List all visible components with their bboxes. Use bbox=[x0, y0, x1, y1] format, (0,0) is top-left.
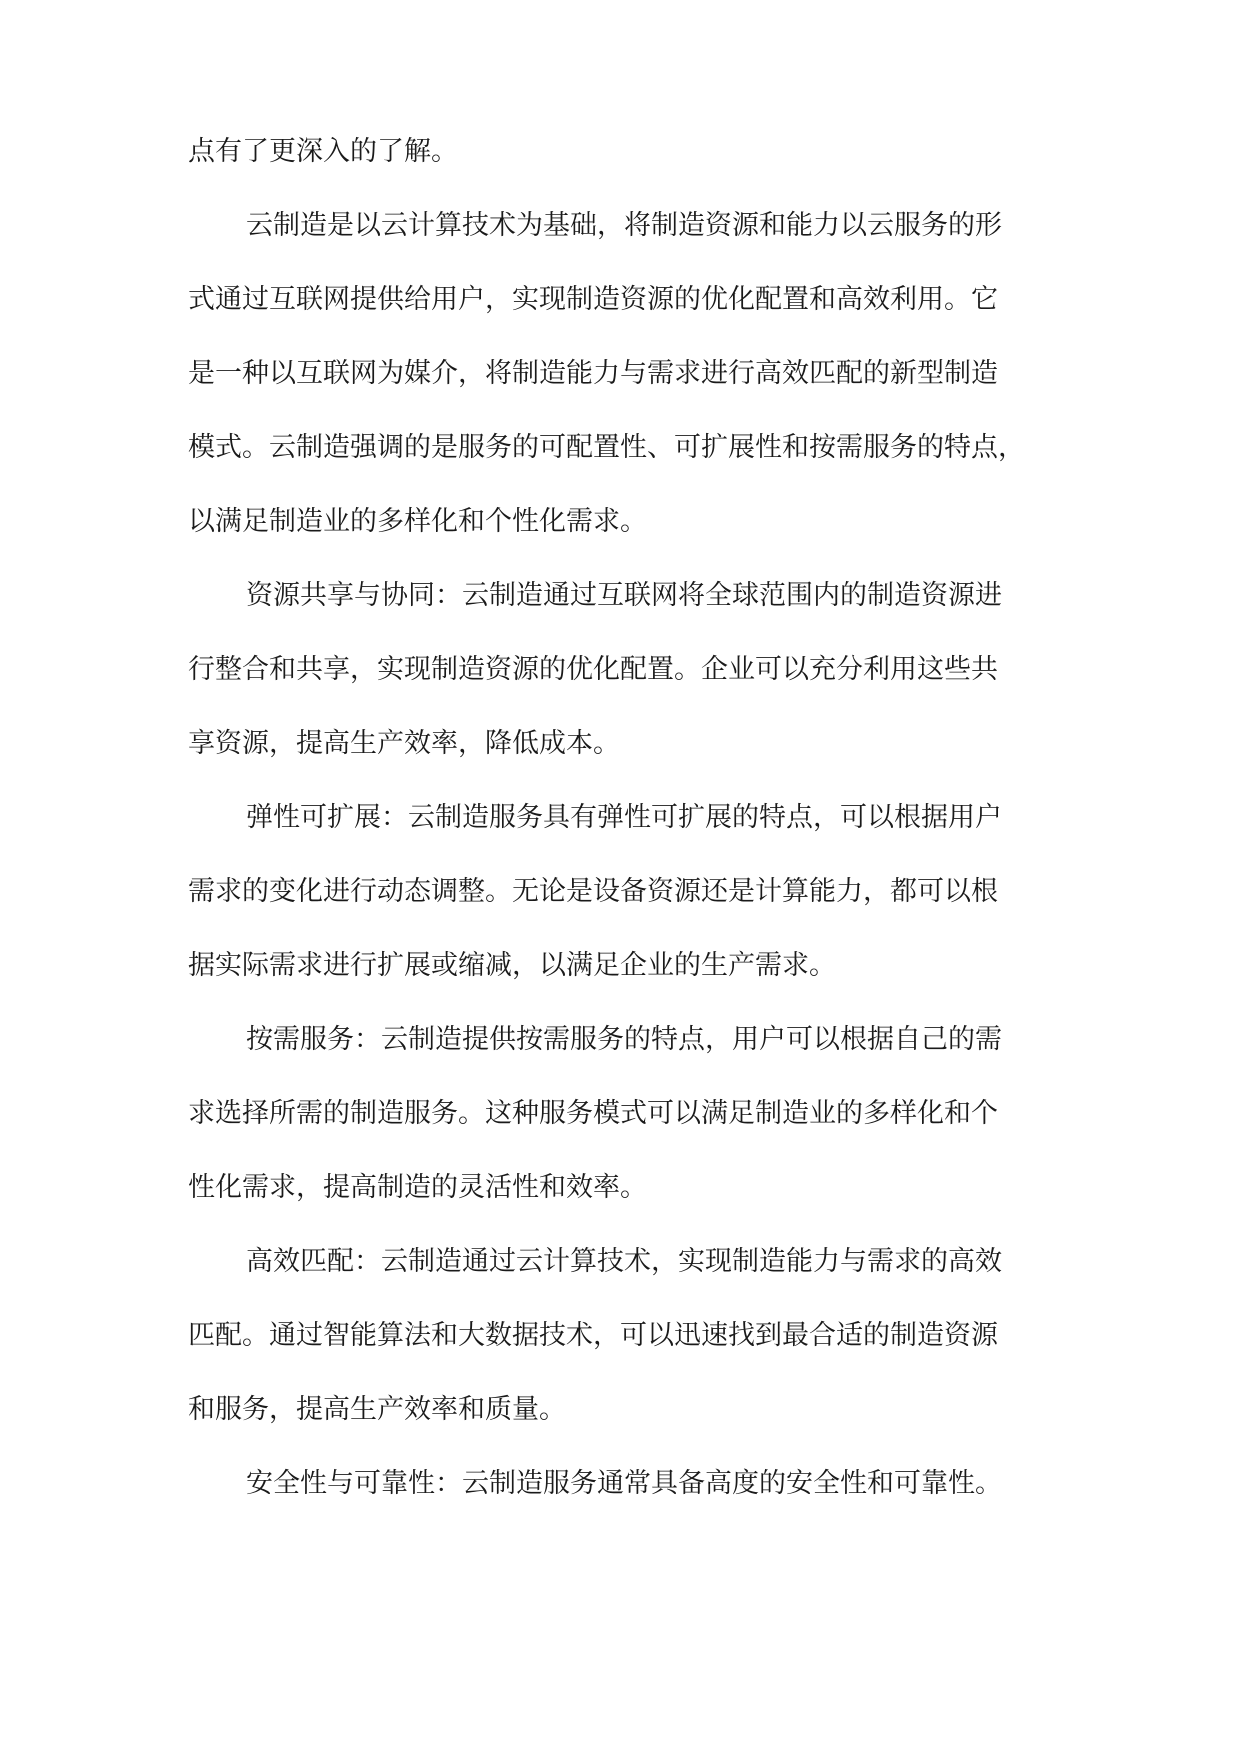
paragraph-line bbox=[0, 502, 1241, 542]
line-text: 和服务，提高生产效率和质量。 bbox=[188, 1394, 566, 1425]
paragraph-line bbox=[0, 1242, 1241, 1282]
paragraph-line bbox=[0, 1390, 1241, 1430]
line-text: 性化需求，提高制造的灵活性和效率。 bbox=[188, 1172, 647, 1203]
paragraph-line bbox=[0, 872, 1241, 912]
paragraph-line bbox=[0, 650, 1241, 690]
line-text: 是一种以互联网为媒介，将制造能力与需求进行高效匹配的新型制造 bbox=[188, 358, 998, 389]
paragraph-line bbox=[0, 946, 1241, 986]
line-text: 求选择所需的制造服务。这种服务模式可以满足制造业的多样化和个 bbox=[188, 1098, 998, 1129]
line-text: 弹性可扩展：云制造服务具有弹性可扩展的特点，可以根据用户 bbox=[246, 802, 1002, 833]
line-text: 享资源，提高生产效率，降低成本。 bbox=[188, 728, 620, 759]
line-text: 安全性与可靠性：云制造服务通常具备高度的安全性和可靠性。 bbox=[246, 1468, 1002, 1499]
line-text: 点有了更深入的了解。 bbox=[188, 136, 458, 167]
paragraph-line bbox=[0, 354, 1241, 394]
line-text: 模式。云制造强调的是服务的可配置性、可扩展性和按需服务的特点， bbox=[188, 432, 1025, 463]
paragraph-line bbox=[0, 428, 1241, 468]
paragraph-line bbox=[0, 1094, 1241, 1134]
line-text: 据实际需求进行扩展或缩减，以满足企业的生产需求。 bbox=[188, 950, 836, 981]
paragraph-line bbox=[0, 1464, 1241, 1504]
line-text: 资源共享与协同：云制造通过互联网将全球范围内的制造资源进 bbox=[246, 580, 1002, 611]
paragraph-line bbox=[0, 576, 1241, 616]
line-text: 高效匹配：云制造通过云计算技术，实现制造能力与需求的高效 bbox=[246, 1246, 1002, 1277]
line-text: 云制造是以云计算技术为基础，将制造资源和能力以云服务的形 bbox=[246, 210, 1002, 241]
paragraph-line bbox=[0, 132, 1241, 172]
line-text: 式通过互联网提供给用户，实现制造资源的优化配置和高效利用。它 bbox=[188, 284, 998, 315]
paragraph-line bbox=[0, 1316, 1241, 1356]
paragraph-line bbox=[0, 206, 1241, 246]
paragraph-line bbox=[0, 1168, 1241, 1208]
paragraph-line bbox=[0, 798, 1241, 838]
line-text: 按需服务：云制造提供按需服务的特点，用户可以根据自己的需 bbox=[246, 1024, 1002, 1055]
line-text: 行整合和共享，实现制造资源的优化配置。企业可以充分利用这些共 bbox=[188, 654, 998, 685]
line-text: 匹配。通过智能算法和大数据技术，可以迅速找到最合适的制造资源 bbox=[188, 1320, 998, 1351]
line-text: 以满足制造业的多样化和个性化需求。 bbox=[188, 506, 647, 537]
paragraph-line bbox=[0, 1020, 1241, 1060]
paragraph-line bbox=[0, 724, 1241, 764]
paragraph-line bbox=[0, 280, 1241, 320]
line-text: 需求的变化进行动态调整。无论是设备资源还是计算能力，都可以根 bbox=[188, 876, 998, 907]
